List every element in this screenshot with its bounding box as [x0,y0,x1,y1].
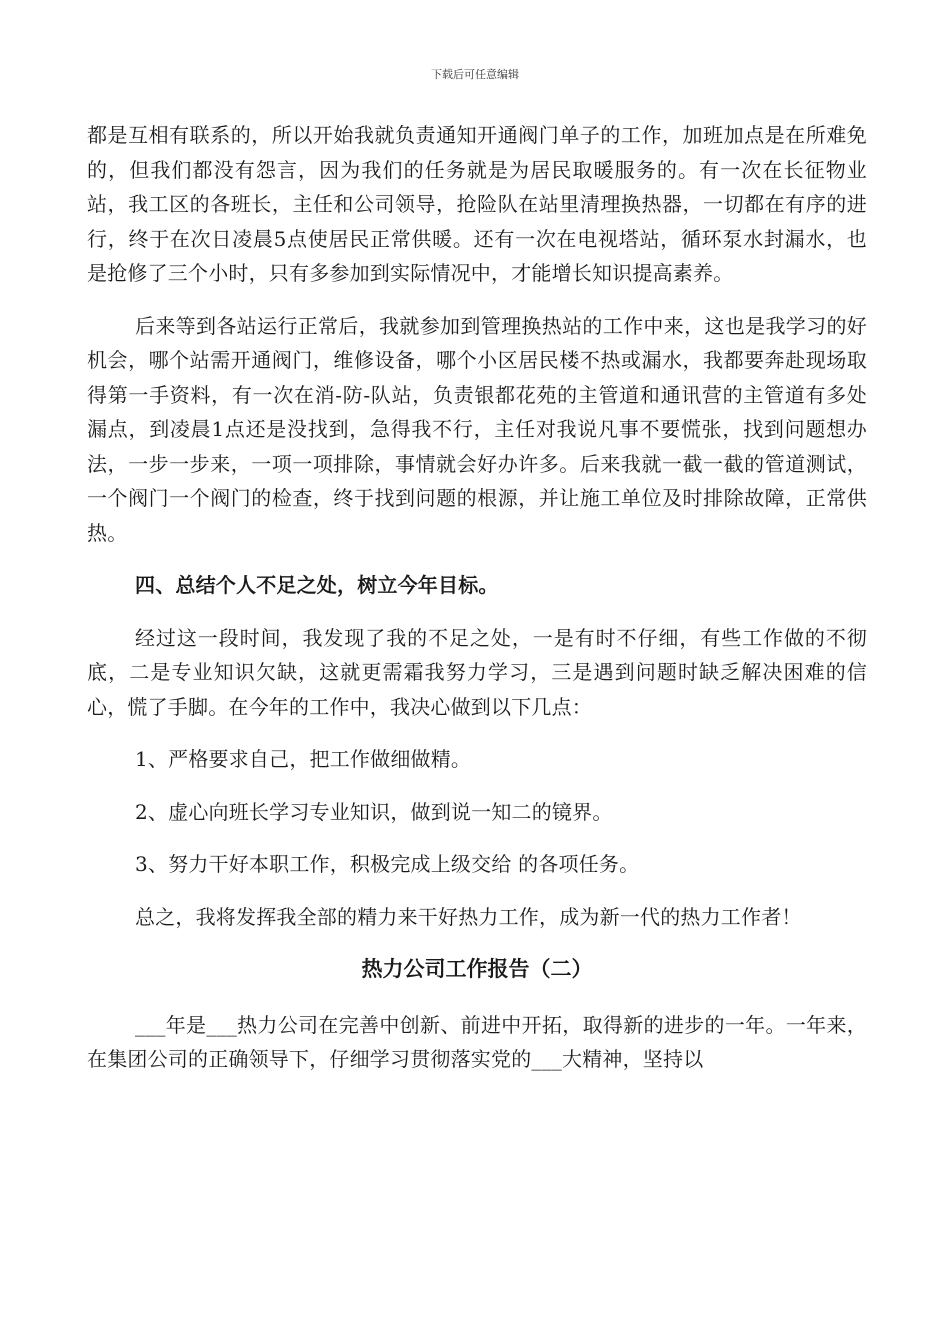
document-body [87,118,867,1077]
paragraph-4: 总之，我将发挥我全部的精力来干好热力工作，成为新一代的热力工作者！ [135,904,802,929]
list-item-3: 3、努力干好本职工作，积极完成上级交给 的各项任务。 [135,852,640,876]
paragraph-3: 经过这一段时间，我发现了我的不足之处，一是有时不仔细，有些工作做的不彻底，二是专业知识欠缺，这就更需霜我努力学习，三是遇到问题时缺乏解决困难的信心，慌了手脚。在今年的工作中，我决心做到以下几点： [87,625,867,719]
paragraph-5: ___年是___热力公司在完善中创新、前进中开拓，取得新的进步的一年。一年来，在集团公司的正确领导下，仔细学习贯彻落实党的___大精神，坚持以 [87,1012,867,1071]
section-heading-4: 四、总结个人不足之处，树立今年目标。 [135,573,499,597]
section-title-2: 热力公司工作报告（二） [361,956,593,981]
list-item-2: 2、虚心向班长学习专业知识，做到说一知二的镜界。 [135,799,613,824]
paragraph-2: 后来等到各站运行正常后，我就参加到管理换热站的工作中来，这也是我学习的好机会，哪个站需开通阀门，维修设备，哪个小区居民楼不热或漏水，我都要奔赴现场取得第一手资料，有一次在消-防-队站，负责银都花苑的主管道和通讯营的主管道有多处漏点，到凌晨1点还是没找到，急得我不行，主任对我说凡事不要慌张，找到问题想办法，一步一步来，一项一项排除，事情就会好办许多。后来我就一截一截的管道测试，一个阀门一个阀门的检查，终于找到问题的根源，并让施工单位及时排除故障，正常供热。 [87,313,867,545]
page-header: 下载后可任意编辑 [431,68,519,81]
paragraph-1: 都是互相有联系的，所以开始我就负责通知开通阀门单子的工作，加班加点是在所难免的，但我们都没有怨言，因为我们的任务就是为居民取暖服务的。有一次在长征物业站，我工区的各班长，主任和公司领导，抢险队在站里清理换热器，一切都在有序的进行，终于在次日凌晨5点使居民正常供暖。还有一次在电视塔站，循环泵水封漏水，也是抢修了三个小时，只有多参加到实际情况中，才能增长知识提高素养。 [87,123,867,285]
list-item-1: 1、严格要求自己，把工作做细做精。 [135,747,472,771]
